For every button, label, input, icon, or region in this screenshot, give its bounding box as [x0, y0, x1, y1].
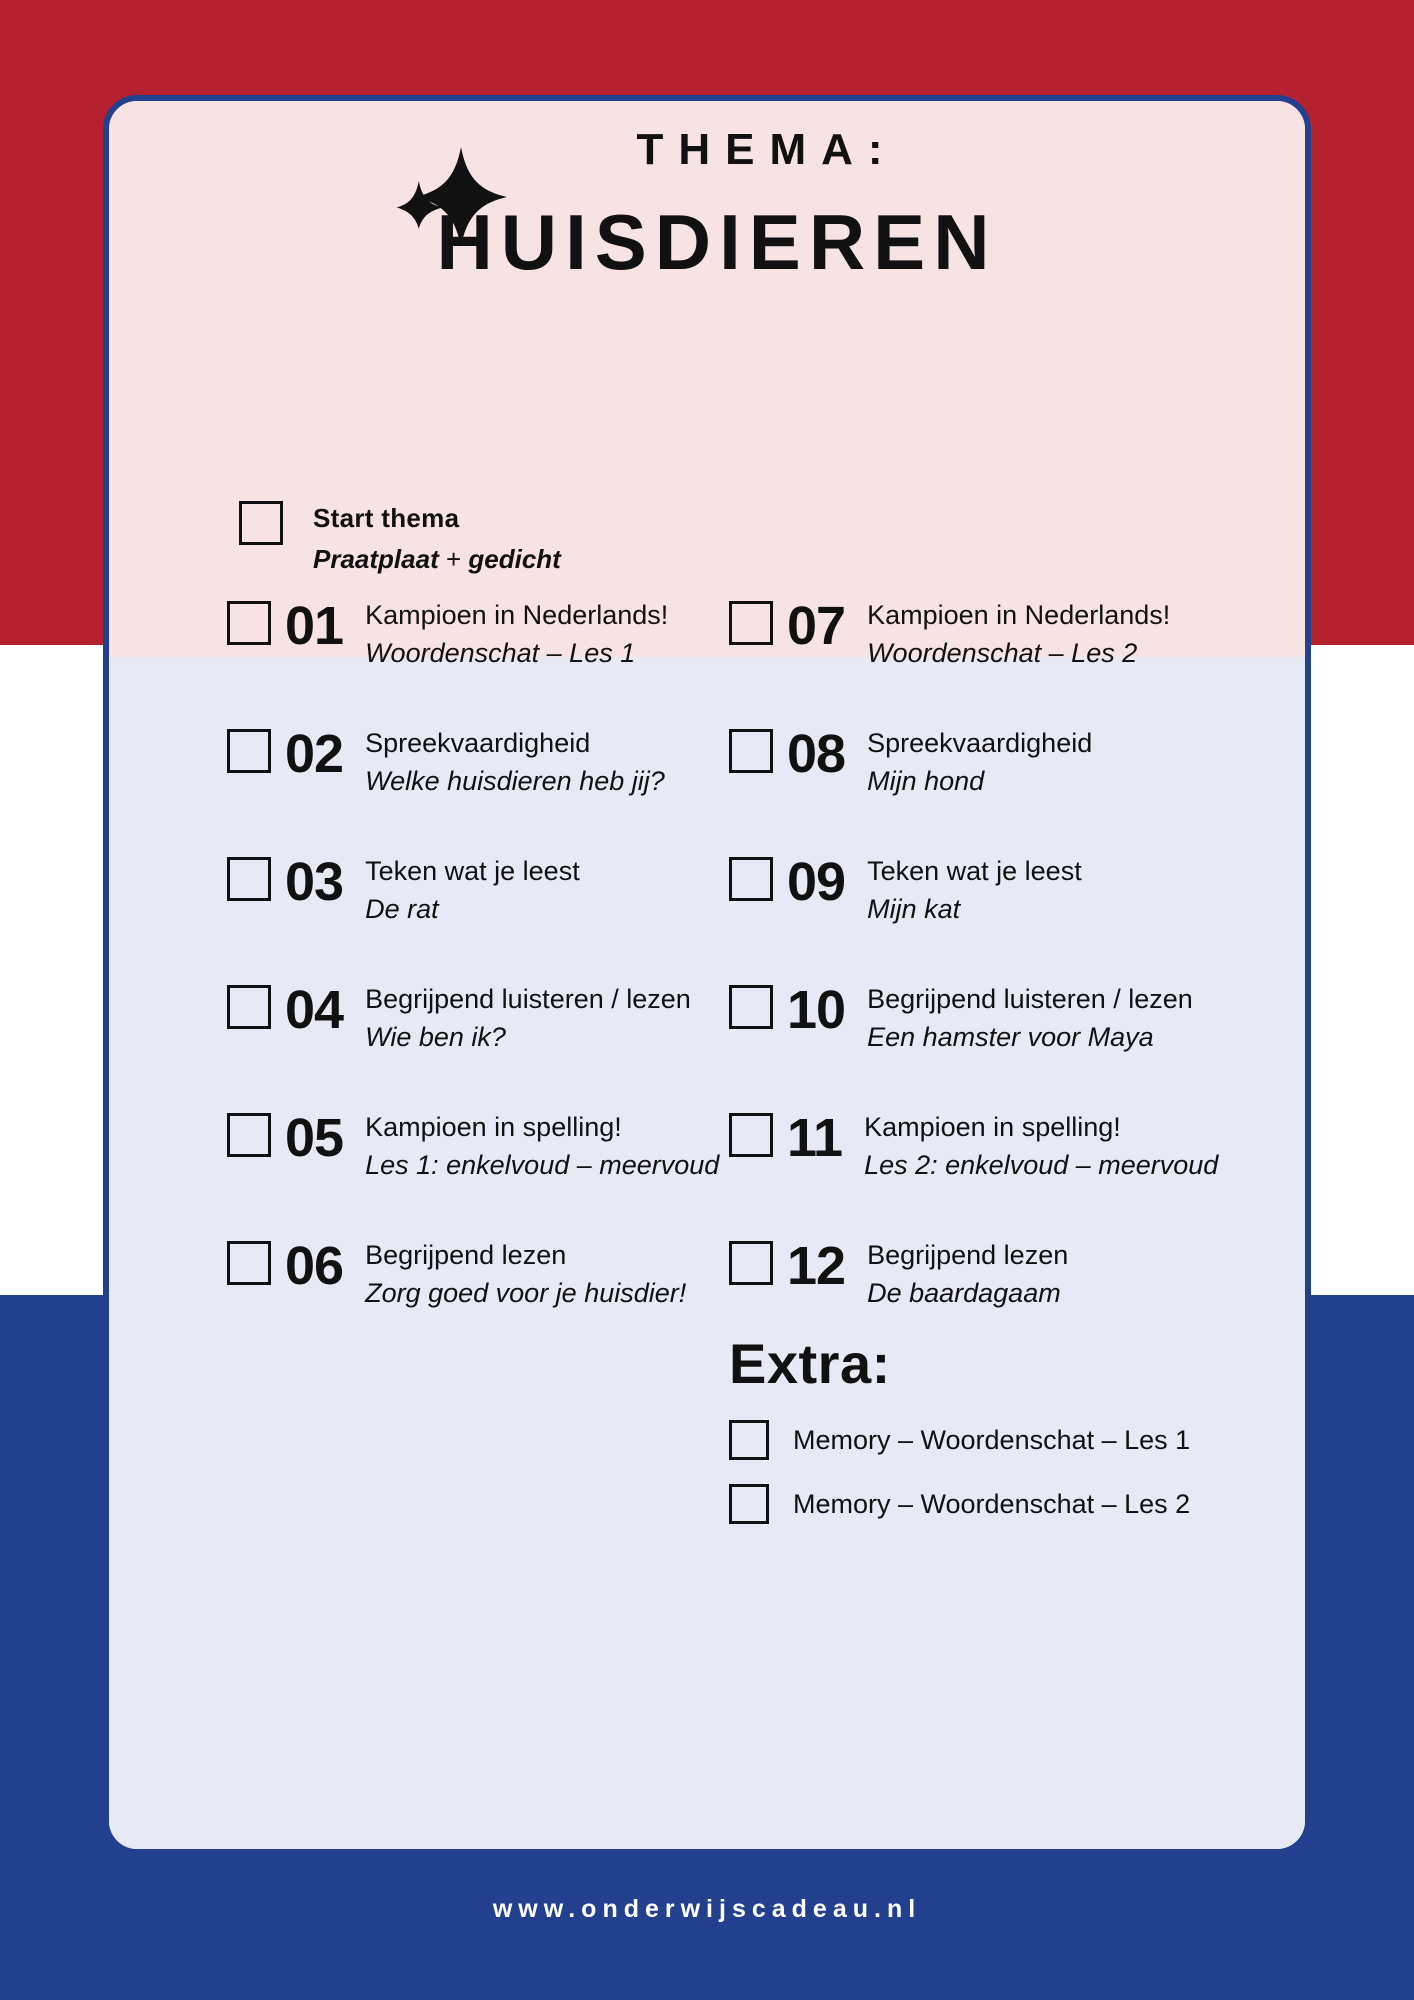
lesson-title: Kampioen in Nederlands! — [867, 600, 1171, 630]
checkbox-extra-1[interactable] — [729, 1420, 769, 1460]
lesson-number: 12 — [787, 1236, 846, 1296]
lesson-subtitle: Les 2: enkelvoud – meervoud — [864, 1149, 1219, 1180]
list-item[interactable] — [729, 852, 1249, 985]
list-item[interactable] — [227, 724, 727, 857]
lesson-number: 04 — [285, 980, 344, 1040]
page-header — [109, 125, 1305, 288]
checkbox-lesson-03[interactable] — [227, 857, 271, 901]
lesson-title: Begrijpend lezen — [867, 1240, 1069, 1270]
footer-url[interactable]: www.onderwijscadeau.nl — [492, 1895, 922, 1923]
list-item[interactable] — [227, 1236, 727, 1369]
page-title: HUISDIEREN — [436, 198, 998, 286]
checkbox-extra-2[interactable] — [729, 1484, 769, 1524]
start-thema-sub-plus: + — [438, 544, 469, 574]
start-thema-row[interactable] — [239, 501, 561, 575]
lesson-title: Teken wat je leest — [867, 856, 1082, 886]
lesson-subtitle: Een hamster voor Maya — [867, 1021, 1154, 1052]
checkbox-lesson-08[interactable] — [729, 729, 773, 773]
lesson-number: 02 — [285, 724, 344, 784]
start-thema-sub-part2: gedicht — [468, 544, 561, 574]
lesson-title: Kampioen in spelling! — [864, 1112, 1121, 1142]
extra-section — [729, 1331, 1269, 1524]
lesson-number: 11 — [787, 1108, 843, 1168]
checkbox-lesson-07[interactable] — [729, 601, 773, 645]
checkbox-lesson-11[interactable] — [729, 1113, 773, 1157]
list-item[interactable] — [729, 1108, 1249, 1241]
lesson-number: 08 — [787, 724, 846, 784]
list-item[interactable] — [729, 724, 1249, 857]
checkbox-lesson-01[interactable] — [227, 601, 271, 645]
extra-item-label: Memory – Woordenschat – Les 2 — [793, 1488, 1191, 1519]
lesson-column-left — [227, 596, 727, 1369]
lesson-subtitle: Woordenschat – Les 1 — [365, 637, 636, 668]
list-item[interactable] — [227, 980, 727, 1113]
list-item[interactable] — [729, 1484, 1269, 1524]
list-item[interactable] — [729, 980, 1249, 1113]
lesson-subtitle: Zorg goed voor je huisdier! — [365, 1277, 687, 1308]
lesson-subtitle: Les 1: enkelvoud – meervoud — [365, 1149, 720, 1180]
lesson-number: 10 — [787, 980, 846, 1040]
sparkle-icon — [389, 143, 509, 253]
checkbox-lesson-09[interactable] — [729, 857, 773, 901]
checkbox-lesson-12[interactable] — [729, 1241, 773, 1285]
lesson-subtitle: Wie ben ik? — [365, 1021, 506, 1052]
checkbox-lesson-06[interactable] — [227, 1241, 271, 1285]
lesson-number: 01 — [285, 596, 344, 656]
list-item[interactable] — [227, 596, 727, 729]
lesson-subtitle: Mijn hond — [867, 765, 985, 796]
start-thema-sub-part1: Praatplaat — [313, 544, 439, 574]
lesson-title: Teken wat je leest — [365, 856, 580, 886]
checkbox-lesson-04[interactable] — [227, 985, 271, 1029]
lesson-number: 06 — [285, 1236, 344, 1296]
page-kicker: THEMA: — [636, 125, 898, 174]
list-item[interactable] — [729, 1420, 1269, 1460]
lesson-title: Spreekvaardigheid — [867, 728, 1093, 758]
lesson-title: Begrijpend luisteren / lezen — [867, 984, 1193, 1014]
lesson-title: Spreekvaardigheid — [365, 728, 591, 758]
list-item[interactable] — [227, 852, 727, 985]
start-thema-title: Start thema — [313, 503, 460, 533]
checkbox-start-thema[interactable] — [239, 501, 283, 545]
list-item[interactable] — [227, 1108, 727, 1241]
lesson-subtitle: Mijn kat — [867, 893, 961, 924]
lesson-subtitle: Woordenschat – Les 2 — [867, 637, 1138, 668]
lesson-number: 05 — [285, 1108, 344, 1168]
start-thema-subtitle — [313, 544, 561, 575]
lesson-number: 07 — [787, 596, 846, 656]
lesson-subtitle: Welke huisdieren heb jij? — [365, 765, 665, 796]
checklist-card — [103, 95, 1311, 1855]
lesson-title: Begrijpend lezen — [365, 1240, 567, 1270]
extra-item-label: Memory – Woordenschat – Les 1 — [793, 1424, 1191, 1455]
lesson-subtitle: De baardagaam — [867, 1277, 1061, 1308]
lesson-title: Kampioen in Nederlands! — [365, 600, 669, 630]
lesson-subtitle: De rat — [365, 893, 439, 924]
lesson-number: 03 — [285, 852, 344, 912]
lesson-number: 09 — [787, 852, 846, 912]
list-item[interactable] — [729, 596, 1249, 729]
lesson-title: Kampioen in spelling! — [365, 1112, 622, 1142]
lesson-title: Begrijpend luisteren / lezen — [365, 984, 691, 1014]
extra-title: Extra: — [729, 1332, 891, 1395]
lesson-column-right — [729, 596, 1249, 1369]
checkbox-lesson-05[interactable] — [227, 1113, 271, 1157]
checkbox-lesson-10[interactable] — [729, 985, 773, 1029]
checkbox-lesson-02[interactable] — [227, 729, 271, 773]
